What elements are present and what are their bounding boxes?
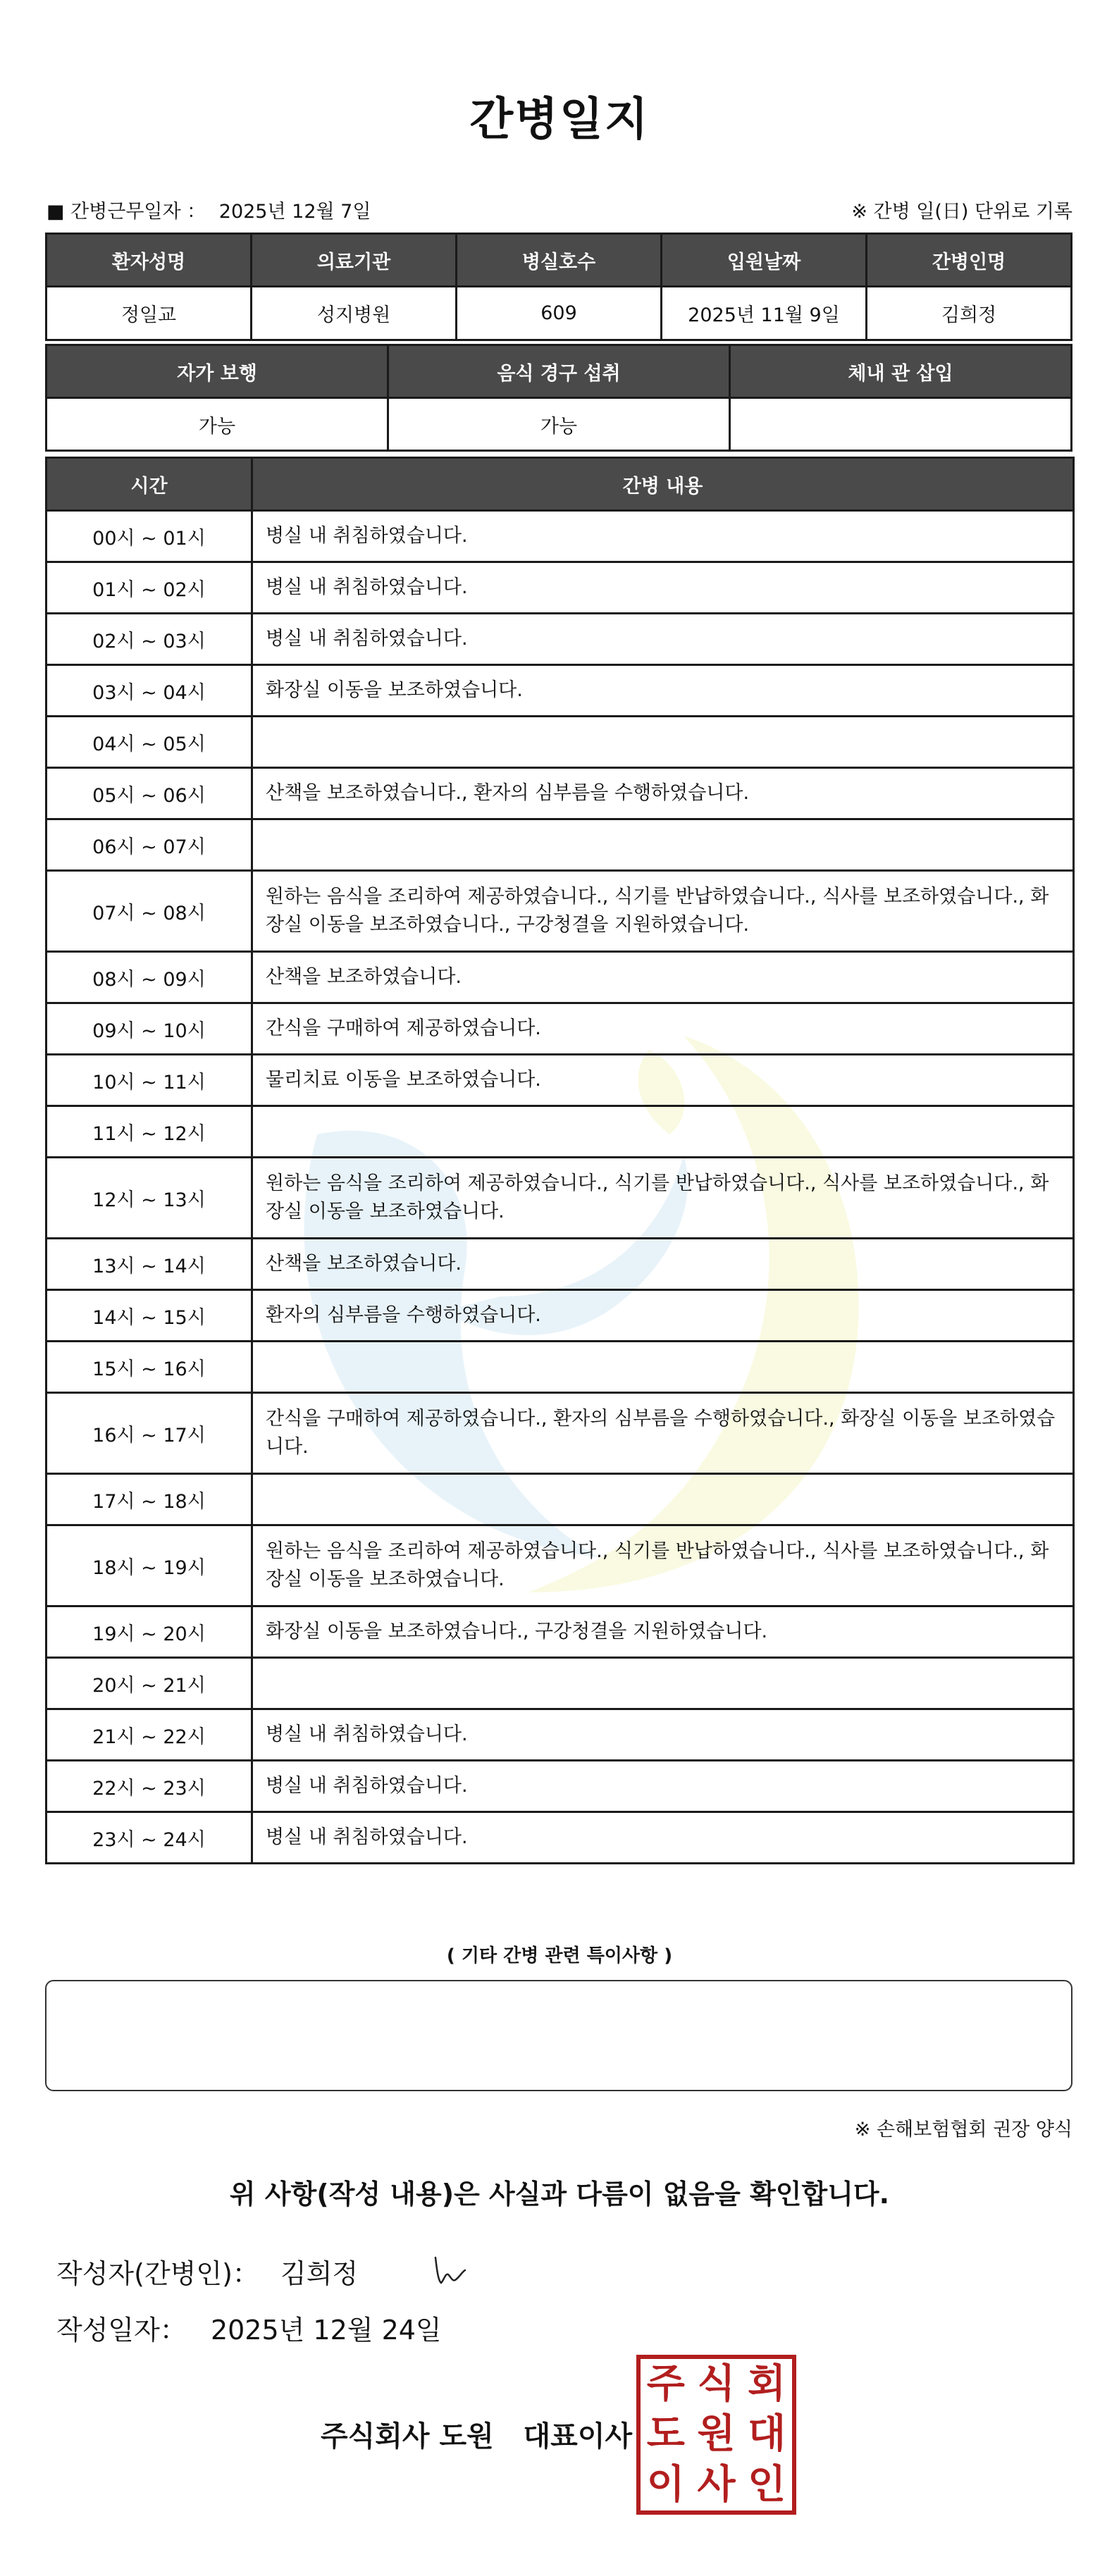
header-time: 시간 [47,458,252,511]
content-cell: 환자의 심부름을 수행하였습니다. [252,1290,1074,1342]
record-unit-note: ※ 간병 일(日) 단위로 기록 [851,201,1072,223]
writer-label: 작성자(간병인)： [56,2258,259,2289]
recommend-note: ※ 손해보험협회 권장 양식 [854,2119,1072,2141]
caregiver-name: 김희정 [867,287,1072,340]
table-row [47,1158,1074,1239]
content-cell: 산책을 보조하였습니다. [252,952,1074,1003]
time-cell: 15시 ~ 16시 [47,1342,252,1393]
seal-char: 사 [697,2462,736,2508]
patient-name: 정일교 [47,287,252,340]
content-cell: 원하는 음식을 조리하여 제공하였습니다., 식기를 반납하였습니다., 식사를 보조하였습니다., 화장실 이동을 보조하였습니다., 구강청결을 지원하였습니다. [252,871,1074,952]
content-cell [252,717,1074,768]
table-row [47,1812,1074,1864]
time-cell: 08시 ~ 09시 [47,952,252,1003]
header-oral-intake: 음식 경구 섭취 [388,345,730,398]
time-cell: 11시 ~ 12시 [47,1106,252,1158]
care-log-table [45,457,1075,1864]
writer-line [56,2252,358,2291]
time-cell: 17시 ~ 18시 [47,1474,252,1525]
care-log-body [47,511,1074,1864]
patient-info-table [45,233,1072,341]
seal-char: 대 [748,2411,786,2458]
time-cell: 18시 ~ 19시 [47,1525,252,1606]
time-cell: 01시 ~ 02시 [47,562,252,614]
content-cell: 병실 내 취침하였습니다. [252,1761,1074,1812]
table-row [47,1239,1074,1290]
content-cell [252,1106,1074,1158]
time-cell: 07시 ~ 08시 [47,871,252,952]
table-row [47,819,1074,871]
table-row [47,768,1074,819]
table-row [47,1761,1074,1812]
ability-value-row [47,398,1072,451]
care-log-header-row [47,458,1074,511]
content-cell: 병실 내 취침하였습니다. [252,614,1074,665]
special-notes-box [45,1980,1072,2091]
content-cell [252,1474,1074,1525]
write-date-line [56,2308,442,2347]
time-cell: 12시 ~ 13시 [47,1158,252,1239]
table-row [47,1393,1074,1474]
tube-insertion-value [730,398,1072,451]
seal-char: 인 [748,2462,786,2508]
company-representative: 주식회사 도원 대표이사 [321,2420,633,2453]
content-cell [252,1342,1074,1393]
signature-mark [430,2249,472,2291]
time-cell: 03시 ~ 04시 [47,665,252,717]
content-cell: 간식을 구매하여 제공하였습니다. [252,1003,1074,1055]
header-caregiver-name: 간병인명 [867,234,1072,287]
content-cell: 물리치료 이동을 보조하였습니다. [252,1055,1074,1106]
content-cell: 화장실 이동을 보조하였습니다. [252,665,1074,717]
content-cell: 간식을 구매하여 제공하였습니다., 환자의 심부름을 수행하였습니다., 화장실 이동을 보조하였습니다. [252,1393,1074,1474]
self-walking-value: 가능 [47,398,388,451]
table-row [47,871,1074,952]
room-number: 609 [457,287,662,340]
content-cell: 산책을 보조하였습니다. [252,1239,1074,1290]
document-title: 간병일지 [469,94,650,146]
time-cell: 16시 ~ 17시 [47,1393,252,1474]
content-cell: 산책을 보조하였습니다., 환자의 심부름을 수행하였습니다. [252,768,1074,819]
header-hospital: 의료기관 [252,234,457,287]
seal-char: 원 [697,2411,736,2458]
seal-char: 회 [748,2360,786,2407]
table-row [47,717,1074,768]
table-row [47,1290,1074,1342]
table-row [47,1658,1074,1709]
time-cell: 20시 ~ 21시 [47,1658,252,1709]
time-cell: 00시 ~ 01시 [47,511,252,562]
content-cell: 원하는 음식을 조리하여 제공하였습니다., 식기를 반납하였습니다., 식사를 보조하였습니다., 화장실 이동을 보조하였습니다. [252,1158,1074,1239]
time-cell: 21시 ~ 22시 [47,1709,252,1761]
patient-info-header-row [47,234,1072,287]
company-seal [636,2355,796,2515]
ability-table [45,344,1072,452]
work-date-value: 2025년 12월 7일 [218,201,371,223]
time-cell: 23시 ~ 24시 [47,1812,252,1864]
content-cell: 원하는 음식을 조리하여 제공하였습니다., 식기를 반납하였습니다., 식사를 보조하였습니다., 화장실 이동을 보조하였습니다. [252,1525,1074,1606]
content-cell: 병실 내 취침하였습니다. [252,1709,1074,1761]
confirm-statement: 위 사항(작성 내용)은 사실과 다름이 없음을 확인합니다. [229,2179,890,2210]
work-date-line [47,196,371,223]
table-row [47,1709,1074,1761]
time-cell: 02시 ~ 03시 [47,614,252,665]
table-row [47,1106,1074,1158]
header-tube-insertion: 체내 관 삽입 [730,345,1072,398]
table-row [47,1003,1074,1055]
header-care-content: 간병 내용 [252,458,1074,511]
header-admission-date: 입원날짜 [662,234,867,287]
time-cell: 22시 ~ 23시 [47,1761,252,1812]
time-cell: 19시 ~ 20시 [47,1606,252,1658]
special-notes-title: ( 기타 간병 관련 특이사항 ) [446,1945,673,1967]
patient-info-value-row [47,287,1072,340]
table-row [47,1525,1074,1606]
table-row [47,1342,1074,1393]
time-cell: 05시 ~ 06시 [47,768,252,819]
time-cell: 09시 ~ 10시 [47,1003,252,1055]
table-row [47,665,1074,717]
table-row [47,1606,1074,1658]
seal-char: 식 [697,2360,736,2407]
table-row [47,952,1074,1003]
content-cell: 병실 내 취침하였습니다. [252,562,1074,614]
table-row [47,1474,1074,1525]
admission-date: 2025년 11월 9일 [662,287,867,340]
write-date-value: 2025년 12월 24일 [210,2315,442,2346]
content-cell: 병실 내 취침하였습니다. [252,511,1074,562]
time-cell: 06시 ~ 07시 [47,819,252,871]
hospital-name: 성지병원 [252,287,457,340]
table-row [47,562,1074,614]
time-cell: 14시 ~ 15시 [47,1290,252,1342]
table-row [47,511,1074,562]
oral-intake-value: 가능 [388,398,730,451]
seal-char: 주 [646,2360,685,2407]
header-self-walking: 자가 보행 [47,345,388,398]
seal-char: 도 [646,2411,685,2458]
work-date-label: ■ 간병근무일자 ： [47,201,206,223]
ability-header-row [47,345,1072,398]
time-cell: 04시 ~ 05시 [47,717,252,768]
table-row [47,1055,1074,1106]
content-cell: 화장실 이동을 보조하였습니다., 구강청결을 지원하였습니다. [252,1606,1074,1658]
seal-char: 이 [646,2462,685,2508]
write-date-label: 작성일자： [56,2315,187,2346]
header-room-number: 병실호수 [457,234,662,287]
content-cell [252,1658,1074,1709]
header-patient-name: 환자성명 [47,234,252,287]
table-row [47,614,1074,665]
time-cell: 10시 ~ 11시 [47,1055,252,1106]
writer-name: 김희정 [280,2258,359,2289]
time-cell: 13시 ~ 14시 [47,1239,252,1290]
content-cell [252,819,1074,871]
content-cell: 병실 내 취침하였습니다. [252,1812,1074,1864]
